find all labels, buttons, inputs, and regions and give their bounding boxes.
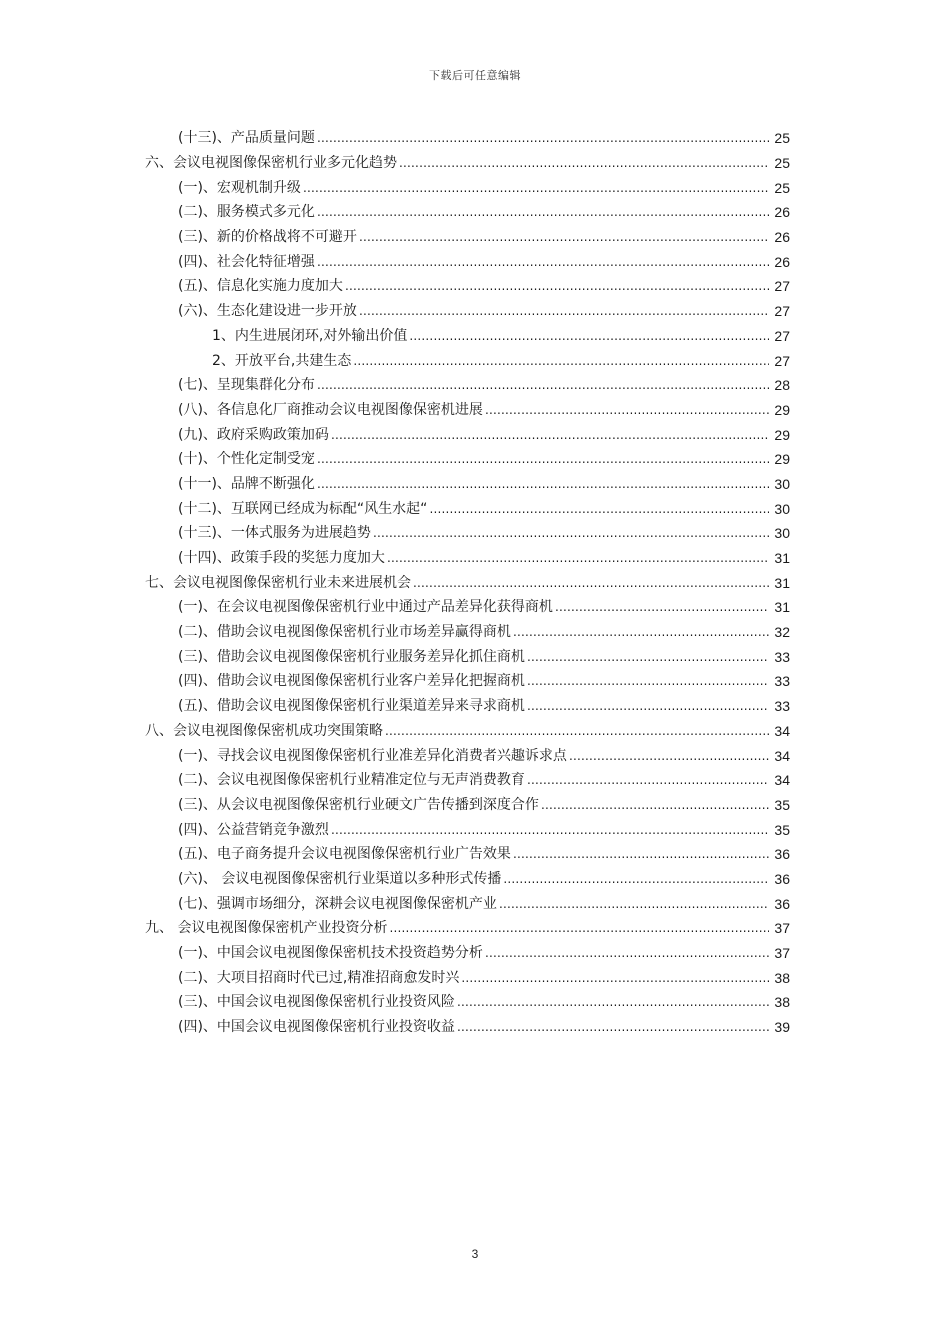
toc-entry-row [178, 549, 790, 567]
toc-entry-row [178, 969, 790, 987]
toc-dot-leader [527, 771, 769, 789]
toc-entry-label: 七、会议电视图像保密机行业未来进展机会 [145, 574, 411, 591]
toc-entry[interactable] [0, 719, 950, 744]
toc-entry-label: (二)、服务模式多元化 [178, 204, 315, 221]
toc-entry[interactable] [0, 447, 950, 472]
toc-entry-page-number: 26 [774, 229, 790, 246]
toc-entry-row [178, 672, 790, 690]
toc-entry[interactable] [0, 225, 950, 250]
toc-dot-leader [513, 845, 769, 863]
toc-entry[interactable] [0, 496, 950, 521]
toc-entry[interactable] [0, 546, 950, 571]
toc-entry-label: (十四)、政策手段的奖惩力度加大 [178, 550, 385, 567]
toc-entry[interactable] [0, 324, 950, 349]
toc-dot-leader [317, 203, 769, 221]
toc-entry-label: (一)、宏观机制升级 [178, 179, 301, 196]
toc-entry-page-number: 33 [774, 673, 790, 690]
toc-entry-label: (四)、中国会议电视图像保密机行业投资收益 [178, 1019, 455, 1036]
toc-dot-leader [457, 993, 769, 1011]
toc-entry-row [145, 154, 790, 172]
toc-entry-page-number: 28 [774, 377, 790, 394]
toc-dot-leader [303, 179, 769, 197]
toc-entry-label: (四)、公益营销竞争激烈 [178, 821, 329, 838]
toc-entry-row [178, 870, 790, 888]
toc-entry-label: (十二)、互联网已经成为标配“风生水起“ [178, 500, 428, 517]
toc-entry[interactable] [0, 472, 950, 497]
toc-entry-page-number: 31 [774, 599, 790, 616]
toc-entry-row [178, 747, 790, 765]
toc-entry-page-number: 25 [774, 130, 790, 147]
toc-entry-page-number: 30 [774, 500, 790, 517]
toc-entry[interactable] [0, 768, 950, 793]
toc-dot-leader [359, 302, 769, 320]
toc-dot-leader [353, 352, 769, 370]
toc-entry[interactable] [0, 126, 950, 151]
toc-entry-page-number: 35 [774, 821, 790, 838]
toc-dot-leader [527, 697, 769, 715]
toc-entry-page-number: 36 [774, 870, 790, 887]
toc-entry-row [178, 228, 790, 246]
toc-entry-label: (一)、在会议电视图像保密机行业中通过产品差异化获得商机 [178, 599, 553, 616]
toc-dot-leader [429, 500, 769, 518]
toc-dot-leader [317, 376, 769, 394]
toc-entry-label: (三)、中国会议电视图像保密机行业投资风险 [178, 994, 455, 1011]
toc-entry-label: 九、 会议电视图像保密机产业投资分析 [145, 920, 388, 937]
toc-dot-leader [555, 598, 769, 616]
toc-entry[interactable] [0, 348, 950, 373]
toc-dot-leader [389, 919, 769, 937]
toc-dot-leader [513, 623, 769, 641]
toc-entry-row [178, 1018, 790, 1036]
toc-entry-label: (三)、从会议电视图像保密机行业硬文广告传播到深度合作 [178, 796, 539, 813]
toc-entry-label: (二)、会议电视图像保密机行业精准定位与无声消费教育 [178, 772, 525, 789]
toc-entry[interactable] [0, 891, 950, 916]
toc-entry-label: 2、开放平台,共建生态 [212, 352, 352, 369]
toc-entry-row [145, 919, 790, 937]
toc-dot-leader [385, 722, 769, 740]
toc-entry[interactable] [0, 842, 950, 867]
toc-entry-label: (七)、呈现集群化分布 [178, 377, 315, 394]
toc-entry-row [178, 648, 790, 666]
toc-entry-label: (十)、个性化定制受宠 [178, 451, 315, 468]
toc-dot-leader [527, 672, 769, 690]
toc-entry-label: (三)、借助会议电视图像保密机行业服务差异化抓住商机 [178, 648, 525, 665]
toc-dot-leader [387, 549, 769, 567]
toc-entry-page-number: 30 [774, 475, 790, 492]
toc-entry-label: 1、内生进展闭环,对外输出价值 [212, 327, 408, 344]
toc-entry-row [145, 574, 790, 592]
toc-entry-label: (三)、新的价格战将不可避开 [178, 229, 357, 246]
toc-dot-leader [331, 821, 769, 839]
toc-entry-page-number: 37 [774, 920, 790, 937]
toc-dot-leader [413, 574, 769, 592]
toc-entry[interactable] [0, 521, 950, 546]
toc-entry-page-number: 31 [774, 550, 790, 567]
toc-dot-leader [485, 944, 769, 962]
toc-entry[interactable] [0, 151, 950, 176]
toc-entry-row [178, 623, 790, 641]
toc-entry-page-number: 35 [774, 796, 790, 813]
toc-entry-page-number: 38 [774, 994, 790, 1011]
toc-entry-page-number: 34 [774, 747, 790, 764]
toc-dot-leader [569, 747, 769, 765]
toc-entry-row [178, 944, 790, 962]
toc-entry-row [178, 697, 790, 715]
toc-entry-row [212, 327, 790, 345]
toc-entry-page-number: 29 [774, 401, 790, 418]
toc-dot-leader [527, 648, 769, 666]
toc-entry[interactable] [0, 867, 950, 892]
toc-entry[interactable] [0, 299, 950, 324]
toc-entry-label: (一)、寻找会议电视图像保密机行业准差异化消费者兴趣诉求点 [178, 747, 567, 764]
toc-dot-leader [317, 253, 769, 271]
toc-entry-label: (六)、 会议电视图像保密机行业渠道以多种形式传播 [178, 870, 502, 887]
toc-entry-page-number: 25 [774, 155, 790, 172]
toc-entry-label: (九)、政府采购政策加码 [178, 426, 329, 443]
toc-entry-row [178, 524, 790, 542]
toc-entry-page-number: 39 [774, 1019, 790, 1036]
toc-entry-row [178, 993, 790, 1011]
toc-entry-page-number: 32 [774, 624, 790, 641]
toc-entry-label: (五)、借助会议电视图像保密机行业渠道差异来寻求商机 [178, 698, 525, 715]
toc-entry[interactable] [0, 793, 950, 818]
toc-entry-page-number: 31 [774, 574, 790, 591]
toc-entry-page-number: 37 [774, 945, 790, 962]
toc-entry[interactable] [0, 990, 950, 1015]
toc-entry-row [178, 426, 790, 444]
table-of-contents [0, 126, 950, 1039]
toc-dot-leader [499, 895, 769, 913]
toc-entry-page-number: 27 [774, 278, 790, 295]
toc-entry[interactable] [0, 249, 950, 274]
toc-entry-row [212, 352, 790, 370]
toc-entry[interactable] [0, 570, 950, 595]
toc-entry-row [178, 376, 790, 394]
toc-entry-row [178, 598, 790, 616]
toc-dot-leader [485, 401, 769, 419]
toc-entry-label: (一)、中国会议电视图像保密机技术投资趋势分析 [178, 945, 483, 962]
toc-dot-leader [317, 475, 769, 493]
toc-entry-label: (十三)、一体式服务为进展趋势 [178, 525, 371, 542]
toc-entry-page-number: 38 [774, 969, 790, 986]
page-number: 3 [471, 1247, 479, 1261]
toc-entry[interactable] [0, 916, 950, 941]
toc-entry-row [178, 450, 790, 468]
toc-dot-leader [409, 327, 769, 345]
toc-entry-row [178, 796, 790, 814]
toc-dot-leader [461, 969, 769, 987]
toc-entry-row [178, 895, 790, 913]
toc-entry-row [178, 302, 790, 320]
toc-dot-leader [541, 796, 769, 814]
toc-dot-leader [399, 154, 769, 172]
toc-entry[interactable] [0, 941, 950, 966]
toc-entry-label: (十三)、产品质量问题 [178, 130, 315, 147]
toc-entry-row [178, 129, 790, 147]
toc-entry-page-number: 25 [774, 179, 790, 196]
toc-entry-label: (四)、社会化特征增强 [178, 253, 315, 270]
toc-entry[interactable] [0, 595, 950, 620]
toc-entry-page-number: 29 [774, 426, 790, 443]
toc-entry[interactable] [0, 274, 950, 299]
toc-entry[interactable] [0, 965, 950, 990]
toc-entry-label: (五)、信息化实施力度加大 [178, 278, 343, 295]
toc-entry[interactable] [0, 644, 950, 669]
toc-entry-label: 八、会议电视图像保密机成功突围策略 [145, 722, 383, 739]
toc-entry-page-number: 27 [774, 352, 790, 369]
toc-entry-row [178, 253, 790, 271]
toc-dot-leader [317, 450, 769, 468]
toc-entry-page-number: 36 [774, 895, 790, 912]
toc-dot-leader [457, 1018, 769, 1036]
toc-entry[interactable] [0, 620, 950, 645]
toc-entry-page-number: 27 [774, 303, 790, 320]
toc-entry-page-number: 34 [774, 722, 790, 739]
toc-entry-label: (四)、借助会议电视图像保密机行业客户差异化把握商机 [178, 673, 525, 690]
toc-entry-label: 六、会议电视图像保密机行业多元化趋势 [145, 155, 397, 172]
toc-dot-leader [359, 228, 769, 246]
toc-entry[interactable] [0, 373, 950, 398]
toc-entry-label: (八)、各信息化厂商推动会议电视图像保密机进展 [178, 401, 483, 418]
toc-entry[interactable] [0, 743, 950, 768]
toc-entry[interactable] [0, 398, 950, 423]
toc-entry-page-number: 33 [774, 648, 790, 665]
toc-dot-leader [373, 524, 769, 542]
toc-entry-label: (七)、强调市场细分，深耕会议电视图像保密机产业 [178, 895, 497, 912]
toc-entry[interactable] [0, 200, 950, 225]
toc-entry-row [178, 475, 790, 493]
toc-entry-row [145, 722, 790, 740]
toc-entry-row [178, 179, 790, 197]
toc-entry-page-number: 29 [774, 451, 790, 468]
toc-entry-page-number: 34 [774, 772, 790, 789]
toc-entry-label: (五)、电子商务提升会议电视图像保密机行业广告效果 [178, 846, 511, 863]
toc-entry[interactable] [0, 175, 950, 200]
toc-entry-row [178, 401, 790, 419]
toc-entry[interactable] [0, 1015, 950, 1040]
toc-entry-label: (六)、生态化建设进一步开放 [178, 303, 357, 320]
toc-entry-label: (二)、大项目招商时代已过,精准招商愈发时兴 [178, 969, 460, 986]
toc-dot-leader [503, 870, 769, 888]
toc-dot-leader [345, 277, 769, 295]
toc-entry-page-number: 26 [774, 253, 790, 270]
toc-entry-label: (二)、借助会议电视图像保密机行业市场差异赢得商机 [178, 624, 511, 641]
toc-entry[interactable] [0, 694, 950, 719]
toc-entry[interactable] [0, 422, 950, 447]
toc-entry-row [178, 203, 790, 221]
toc-entry-page-number: 33 [774, 698, 790, 715]
page-header: 下载后可任意编辑 [429, 69, 521, 82]
toc-entry-page-number: 27 [774, 327, 790, 344]
toc-entry-row [178, 500, 790, 518]
toc-entry-row [178, 821, 790, 839]
toc-entry-page-number: 26 [774, 204, 790, 221]
toc-dot-leader [331, 426, 769, 444]
toc-entry-row [178, 277, 790, 295]
toc-entry-page-number: 36 [774, 846, 790, 863]
toc-entry[interactable] [0, 669, 950, 694]
toc-entry-page-number: 30 [774, 525, 790, 542]
toc-entry[interactable] [0, 817, 950, 842]
toc-entry-row [178, 845, 790, 863]
toc-entry-label: (十一)、品牌不断强化 [178, 475, 315, 492]
toc-entry-row [178, 771, 790, 789]
toc-dot-leader [317, 129, 769, 147]
